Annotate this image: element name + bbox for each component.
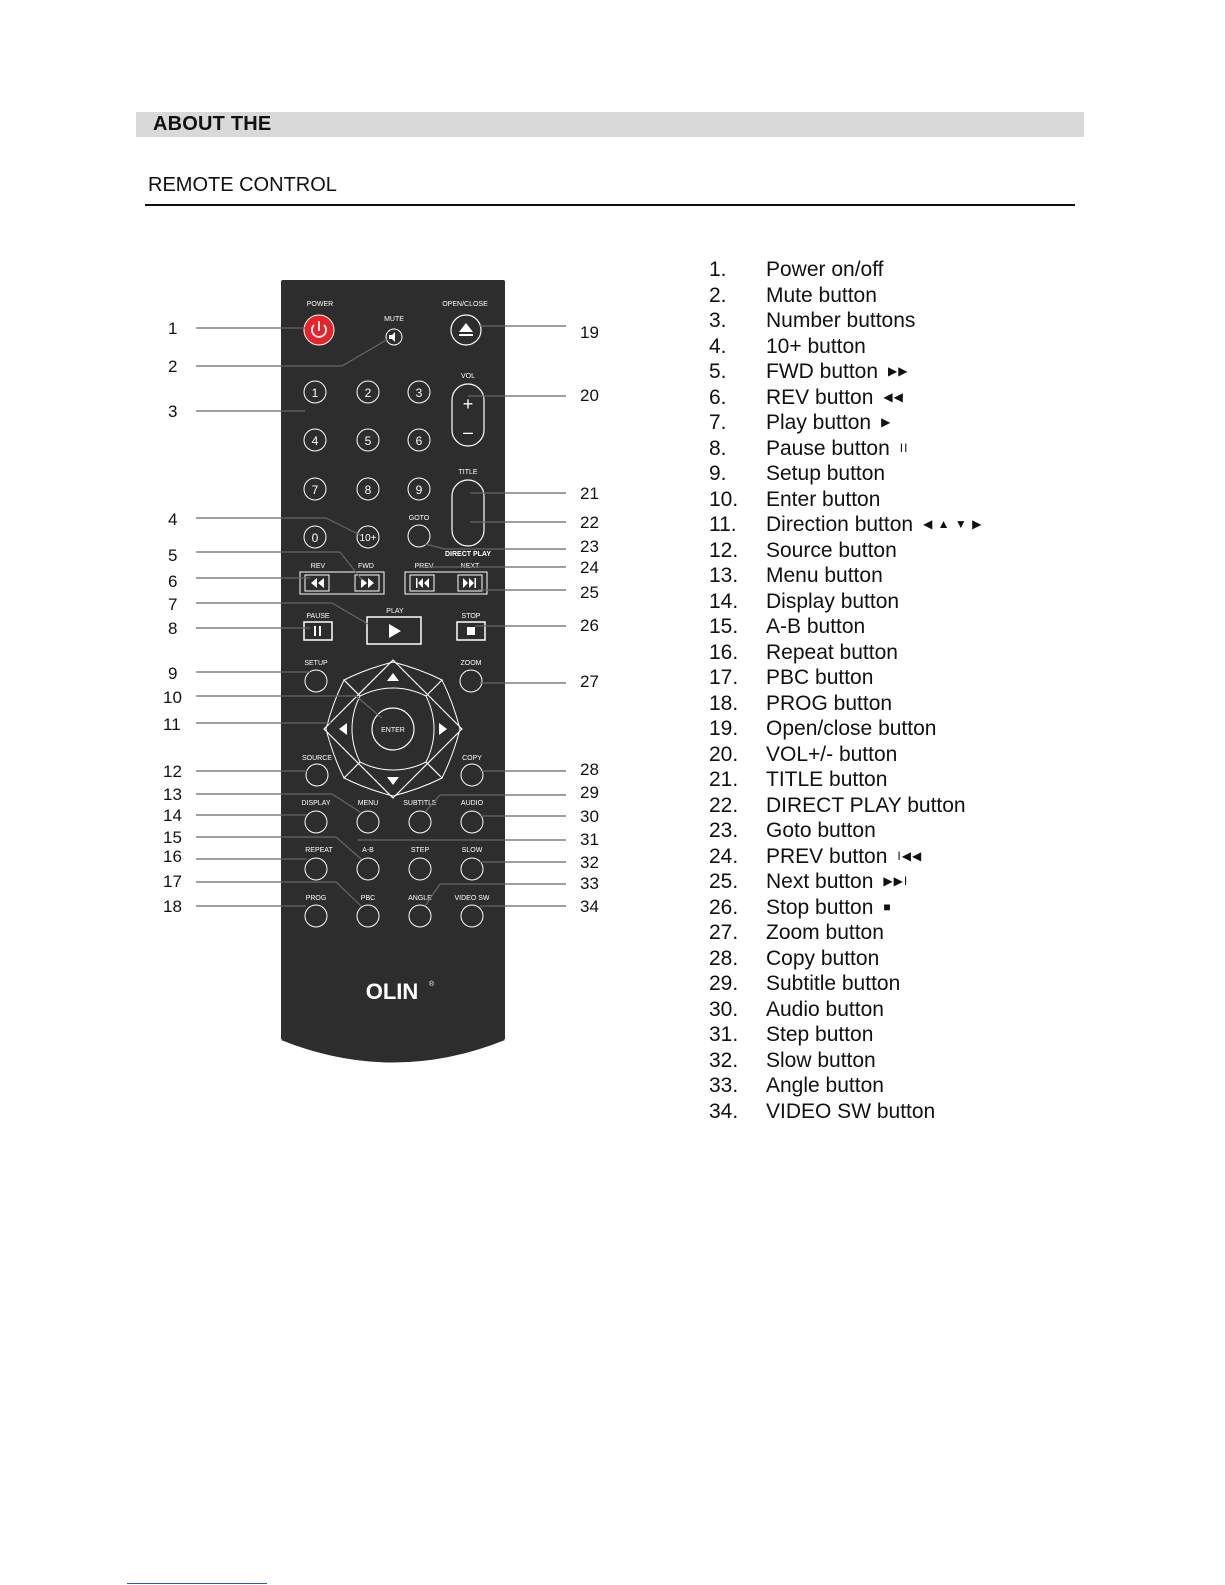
callout-31: 31 (580, 830, 599, 849)
legend-item-text: PROG button (766, 691, 893, 715)
legend-item (709, 1099, 982, 1125)
legend-item-text: PBC button (766, 666, 874, 689)
callout-13: 13 (163, 785, 182, 804)
legend-item-number: 14. (709, 589, 739, 613)
repeat-label: REPEAT (305, 847, 333, 854)
callout-20: 20 (580, 386, 599, 405)
legend-item-number: 16. (709, 640, 739, 664)
legend-item (709, 359, 982, 385)
callout-21: 21 (580, 484, 599, 503)
stop-icon (467, 627, 475, 635)
legend-item-number: 30. (709, 997, 739, 1021)
mute-label: MUTE (384, 316, 404, 323)
legend-item (709, 487, 982, 513)
rev-label: REV (310, 563, 326, 570)
digit-2-label: 2 (364, 386, 372, 400)
legend-item-symbol-icon: ■ (883, 899, 892, 914)
callout-numbers-left (163, 319, 182, 916)
legend-item-text: Audio button (766, 997, 884, 1021)
brand-logo: OLIN (365, 979, 419, 1004)
legend-item-text: Open/close button (766, 717, 937, 740)
legend-item-text: Subtitle button (766, 972, 901, 995)
legend-item-number: 29. (709, 972, 739, 995)
callout-25: 25 (580, 583, 599, 602)
callout-19: 19 (580, 323, 599, 342)
legend-item-text: VIDEO SW button (766, 1099, 936, 1123)
section-title: REMOTE CONTROL (148, 174, 337, 196)
legend-item (709, 997, 982, 1023)
legend-item-text: DIRECT PLAY button (766, 793, 966, 817)
legend-item (709, 793, 982, 819)
callout-10: 10 (163, 688, 182, 707)
legend-item-text: Number buttons (766, 309, 916, 332)
legend-item-number: 20. (709, 742, 739, 766)
legend-item-number: 25. (709, 870, 739, 893)
display-label: DISPLAY (301, 800, 331, 807)
legend-item (709, 946, 982, 972)
prog-label: PROG (305, 895, 327, 902)
digit-5-label: 5 (364, 434, 372, 448)
legend-item-number: 23. (709, 819, 739, 842)
video-sw-label: VIDEO SW (454, 895, 490, 902)
digit-8-label: 8 (364, 483, 372, 497)
legend-item (709, 461, 982, 487)
legend-item-number: 28. (709, 946, 739, 970)
legend-item (709, 512, 982, 538)
callout-23: 23 (580, 537, 599, 556)
legend-item-text: Zoom button (766, 921, 884, 944)
legend-item-number: 33. (709, 1074, 739, 1097)
legend-item (709, 818, 982, 844)
digit-3-label: 3 (415, 386, 423, 400)
legend-item (709, 257, 982, 283)
digit-9-label: 9 (415, 483, 423, 497)
direct-play-label: DIRECT PLAY (444, 551, 492, 558)
legend-item-text: Step button (766, 1023, 874, 1046)
legend-item (709, 1022, 982, 1048)
setup-label: SETUP (304, 660, 328, 667)
callout-6: 6 (168, 572, 178, 591)
legend-item-text: Source button (766, 538, 897, 562)
prev-label: PREV (414, 563, 434, 570)
vol-label: VOL (460, 373, 476, 380)
legend-item-number: 12. (709, 538, 739, 562)
callout-27: 27 (580, 672, 599, 691)
power-label: POWER (306, 301, 334, 308)
legend-item-text: Enter button (766, 487, 881, 511)
legend-item-text: Copy button (766, 946, 880, 970)
callout-15: 15 (163, 828, 182, 847)
legend-item-text: Stop button (766, 895, 874, 919)
ab-label: A-B (362, 847, 374, 854)
legend-item-text: Repeat button (766, 640, 898, 664)
callout-8: 8 (168, 619, 178, 638)
brand-registered-mark: ® (429, 981, 435, 988)
legend-item-text: Direction button (766, 513, 914, 536)
legend-item (709, 589, 982, 615)
legend-item-number: 24. (709, 844, 739, 868)
legend-item (709, 436, 982, 462)
legend-item-number: 13. (709, 564, 739, 587)
legend-item-number: 18. (709, 691, 739, 715)
legend-item-number: 11. (709, 513, 737, 536)
slow-label: SLOW (461, 847, 483, 854)
legend-item (709, 742, 982, 768)
legend-item (709, 844, 982, 870)
audio-label: AUDIO (460, 800, 484, 807)
legend-item-symbol-icon: ◀ ▲ ▼ ▶ (923, 517, 983, 531)
legend-item-number: 17. (709, 666, 739, 689)
legend-item-number: 22. (709, 793, 739, 817)
legend-item-text: TITLE button (766, 768, 888, 791)
callout-11: 11 (163, 715, 181, 734)
legend-item-symbol-icon: ◀◀ (883, 389, 904, 404)
legend-item (709, 385, 982, 411)
callout-14: 14 (163, 806, 182, 825)
legend-item (709, 410, 982, 436)
callout-7: 7 (168, 595, 178, 614)
header-title: ABOUT THE (153, 113, 272, 135)
legend-item-text: Next button (766, 870, 874, 893)
legend-item-number: 5. (709, 360, 727, 383)
legend-item (709, 767, 982, 793)
remote-bottom-curve (281, 1040, 505, 1063)
digit-1-label: 1 (311, 386, 319, 400)
legend-item-number: 26. (709, 895, 739, 919)
vol-plus-label: + (462, 394, 474, 414)
legend-item-text: REV button (766, 385, 874, 409)
callout-24: 24 (580, 558, 599, 577)
copy-label: COPY (462, 755, 482, 762)
legend-item-number: 21. (709, 768, 739, 791)
menu-label: MENU (357, 800, 379, 807)
digit-0-label: 0 (311, 531, 319, 545)
legend-item (709, 308, 982, 334)
legend-item-text: Play button (766, 411, 872, 434)
next-label: NEXT (460, 563, 480, 570)
callout-16: 16 (163, 847, 182, 866)
vol-minus-label: – (462, 422, 474, 442)
callout-2: 2 (168, 357, 178, 376)
pbc-label: PBC (360, 895, 376, 902)
legend-item-number: 27. (709, 921, 739, 944)
legend-item-symbol-icon: ▶▶I (883, 874, 909, 888)
open-close-label: OPEN/CLOSE (442, 301, 488, 308)
angle-label: ANGLE (408, 895, 432, 902)
legend-item-number: 4. (709, 334, 727, 358)
stop-label: STOP (461, 613, 481, 620)
legend-item (709, 1048, 982, 1074)
callout-30: 30 (580, 807, 599, 826)
legend-item-number: 8. (709, 436, 727, 460)
legend-item-text: Goto button (766, 819, 876, 842)
source-label: SOURCE (302, 755, 332, 762)
play-label: PLAY (386, 608, 404, 615)
legend-item (709, 895, 982, 921)
callout-18: 18 (163, 897, 182, 916)
callout-9: 9 (168, 664, 178, 683)
legend-item-text: Mute button (766, 283, 877, 307)
ten-plus-label: 10+ (359, 533, 377, 544)
legend-item-text: Setup button (766, 462, 886, 485)
legend-item-number: 34. (709, 1099, 739, 1123)
legend-item (709, 971, 982, 997)
legend-item (709, 691, 982, 717)
legend-item-text: Pause button (766, 436, 890, 460)
legend-item-number: 31. (709, 1023, 739, 1046)
legend-item-number: 10. (709, 487, 739, 511)
legend-item (709, 716, 982, 742)
legend-item (709, 334, 982, 360)
callout-29: 29 (580, 783, 599, 802)
legend-item-text: Menu button (766, 564, 883, 587)
zoom-label: ZOOM (460, 660, 482, 667)
legend-item-symbol-icon: ▶ (881, 415, 892, 429)
digit-7-label: 7 (311, 483, 319, 497)
legend-item-number: 1. (709, 258, 727, 281)
legend-item (709, 283, 982, 309)
legend-item-text: Display button (766, 589, 900, 613)
callout-12: 12 (163, 762, 182, 781)
legend-item-symbol-icon: ▶▶ (888, 364, 909, 378)
callout-5: 5 (168, 546, 178, 565)
callout-numbers-right (580, 323, 599, 916)
button-legend-list (709, 257, 982, 1124)
callout-1: 1 (168, 319, 178, 338)
legend-item-number: 3. (709, 309, 727, 332)
digit-6-label: 6 (415, 434, 423, 448)
legend-item-symbol-icon: I◀◀ (897, 848, 923, 863)
legend-item (709, 665, 982, 691)
legend-item (709, 869, 982, 895)
callout-34: 34 (580, 897, 599, 916)
legend-item (709, 640, 982, 666)
subtitle-label: SUBTITLE (403, 800, 437, 807)
legend-item-number: 19. (709, 717, 739, 740)
callout-3: 3 (168, 402, 178, 421)
legend-item (709, 1073, 982, 1099)
callout-26: 26 (580, 616, 599, 635)
legend-item-text: Power on/off (766, 258, 884, 281)
goto-label: GOTO (408, 515, 430, 522)
legend-item-symbol-icon: II (899, 440, 909, 455)
legend-item (709, 563, 982, 589)
legend-item (709, 538, 982, 564)
legend-item-number: 15. (709, 615, 739, 638)
step-label: STEP (410, 847, 430, 854)
legend-item-number: 9. (709, 462, 727, 485)
legend-item-text: Slow button (766, 1048, 876, 1072)
legend-item-number: 32. (709, 1048, 739, 1072)
callout-28: 28 (580, 760, 599, 779)
fwd-label: FWD (358, 563, 374, 570)
title-label: TITLE (458, 469, 478, 476)
legend-item-text: FWD button (766, 360, 879, 383)
legend-item-number: 6. (709, 385, 727, 409)
legend-item-text: Angle button (766, 1074, 884, 1097)
legend-item (709, 614, 982, 640)
footer-link-underline (127, 1583, 267, 1584)
legend-item-text: 10+ button (766, 334, 866, 358)
legend-item-number: 7. (709, 411, 727, 434)
legend-item (709, 920, 982, 946)
legend-item-number: 2. (709, 283, 727, 307)
callout-32: 32 (580, 853, 599, 872)
callout-4: 4 (168, 510, 178, 529)
callout-22: 22 (580, 513, 599, 532)
legend-item-text: PREV button (766, 844, 888, 868)
callout-33: 33 (580, 874, 599, 893)
legend-item-text: VOL+/- button (766, 742, 898, 766)
enter-label: ENTER (381, 727, 405, 734)
legend-item-text: A-B button (766, 615, 866, 638)
pause-label: PAUSE (306, 613, 330, 620)
callout-17: 17 (163, 872, 182, 891)
digit-4-label: 4 (311, 434, 319, 448)
